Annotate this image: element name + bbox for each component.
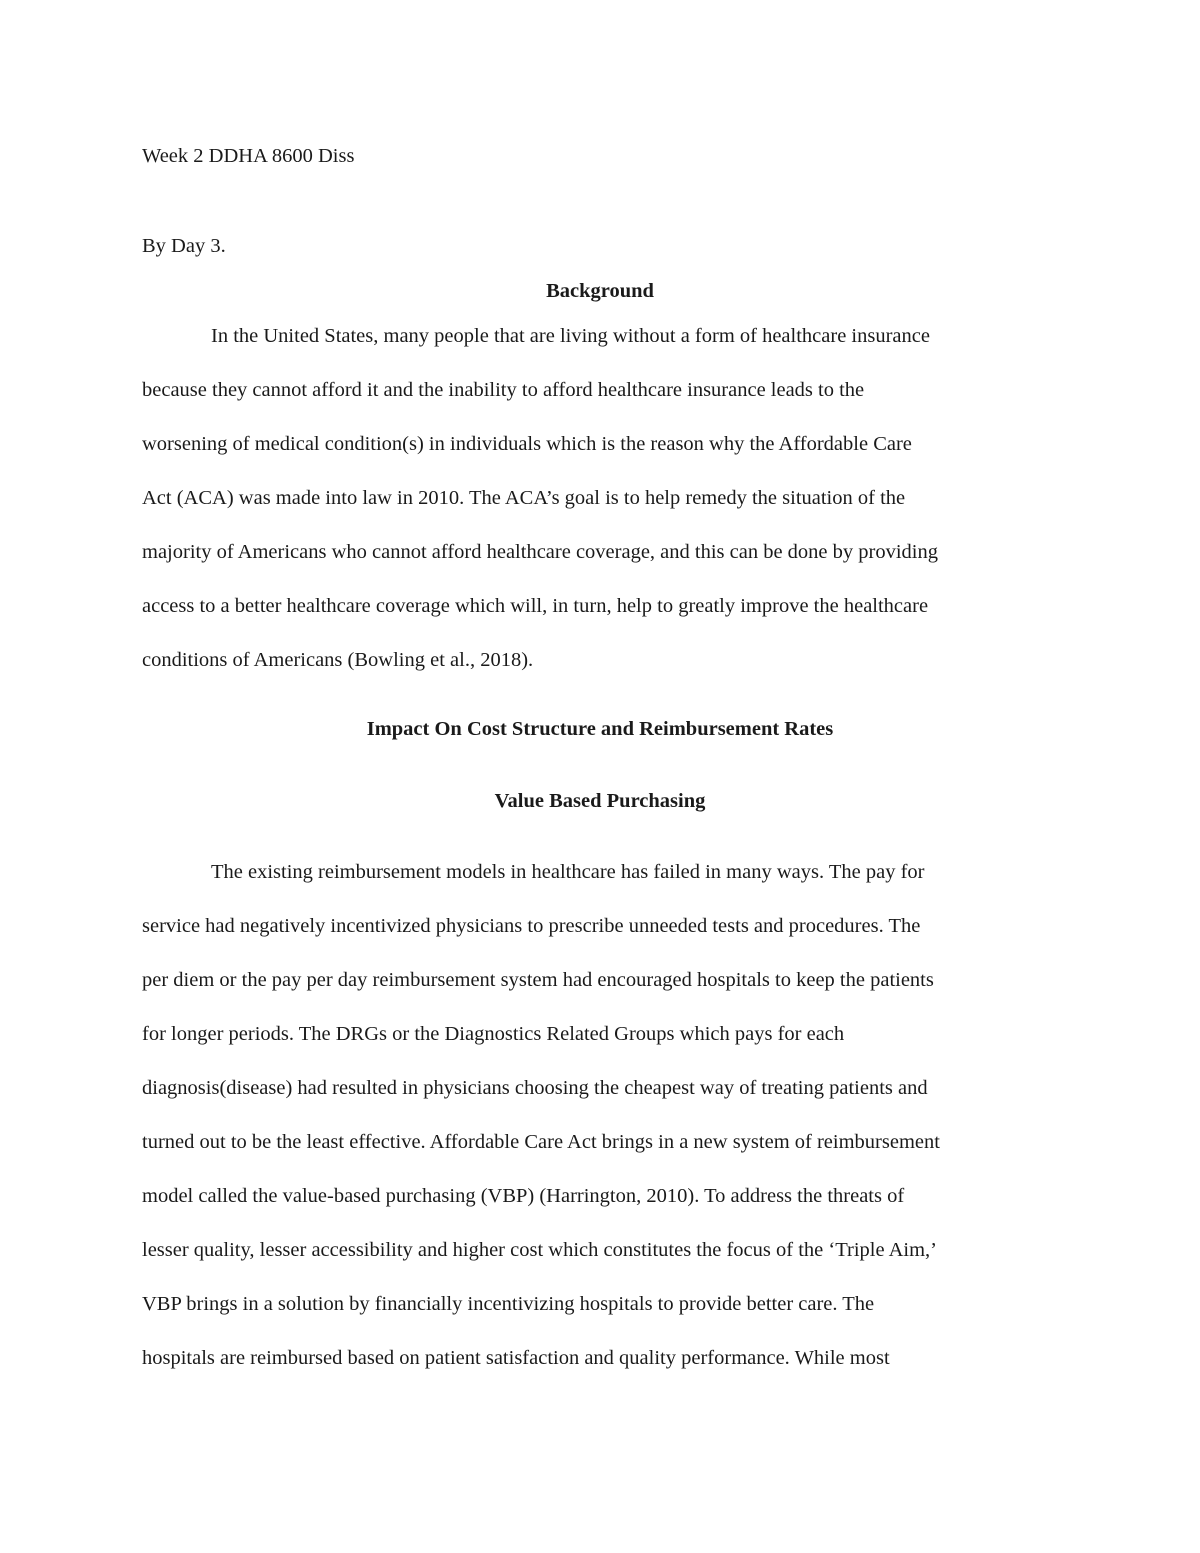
heading-value-based-purchasing: Value Based Purchasing xyxy=(494,790,706,812)
paragraph-line: diagnosis(disease) had resulted in physicians choosing the cheapest way of treating patients and xyxy=(142,1077,928,1099)
paragraph-line: for longer periods. The DRGs or the Diagnostics Related Groups which pays for each xyxy=(142,1023,845,1045)
paragraph-line: hospitals are reimbursed based on patient satisfaction and quality performance. While most xyxy=(142,1347,890,1369)
paragraph-line: service had negatively incentivized physicians to prescribe unneeded tests and procedures. The xyxy=(142,915,921,937)
paragraph-line: majority of Americans who cannot afford healthcare coverage, and this can be done by providing xyxy=(142,541,938,563)
paragraph-line: worsening of medical condition(s) in individuals which is the reason why the Affordable Care xyxy=(142,433,912,455)
paragraph-line: lesser quality, lesser accessibility and higher cost which constitutes the focus of the ‘Triple Aim,’ xyxy=(142,1239,937,1261)
heading-background: Background xyxy=(546,280,654,302)
paragraph-line: The existing reimbursement models in healthcare has failed in many ways. The pay for xyxy=(211,861,925,883)
paragraph-value-based-purchasing xyxy=(142,845,1062,1385)
paragraph-line: VBP brings in a solution by financially incentivizing hospitals to provide better care. The xyxy=(142,1293,875,1315)
paragraph-line: because they cannot afford it and the inability to afford healthcare insurance leads to the xyxy=(142,379,865,401)
paragraph-line: access to a better healthcare coverage which will, in turn, help to greatly improve the healthcare xyxy=(142,595,929,617)
paragraph-line: Act (ACA) was made into law in 2010. The ACA’s goal is to help remedy the situation of the xyxy=(142,487,906,509)
document-subtitle: By Day 3. xyxy=(142,235,226,257)
paragraph-line: turned out to be the least effective. Affordable Care Act brings in a new system of reimbursement xyxy=(142,1131,940,1153)
paragraph-line: In the United States, many people that are living without a form of healthcare insurance xyxy=(211,325,930,347)
paragraph-line: model called the value-based purchasing (VBP) (Harrington, 2010). To address the threats of xyxy=(142,1185,905,1207)
paragraph-background xyxy=(142,309,1062,687)
paragraph-line: conditions of Americans (Bowling et al., 2018). xyxy=(142,649,534,671)
heading-impact: Impact On Cost Structure and Reimbursement Rates xyxy=(366,718,834,740)
document-title: Week 2 DDHA 8600 Diss xyxy=(142,145,355,167)
paragraph-line: per diem or the pay per day reimbursement system had encouraged hospitals to keep the patients xyxy=(142,969,934,991)
